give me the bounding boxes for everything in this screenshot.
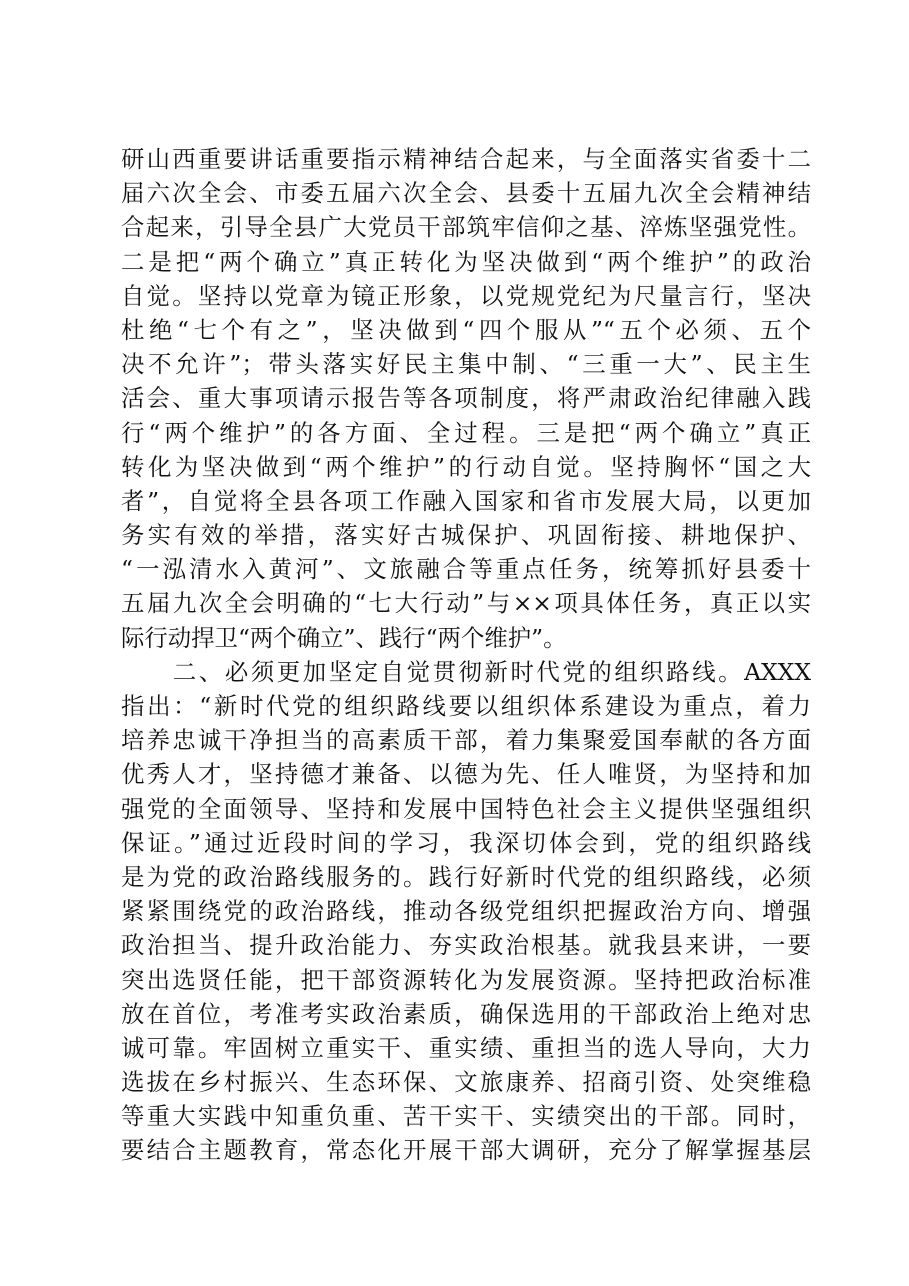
text-line: “一泓清水入黄河”、文旅融合等重点任务，统筹抓好县委十: [121, 555, 811, 584]
text-line: 放在首位，考准考实政治素质，确保选用的干部政治上绝对忠: [121, 999, 811, 1028]
text-line: 杜绝“七个有之”，坚决做到“四个服从”“五个必须、五个: [121, 315, 811, 344]
text-line: 是为党的政治路线服务的。践行好新时代党的组织路线，必须: [121, 862, 811, 891]
section-heading-line: 二、必须更加坚定自觉贯彻新时代党的组织路线。AXXX: [121, 657, 811, 686]
text-line: 保证。”通过近段时间的学习，我深切体会到，党的组织路线: [121, 828, 811, 857]
text-line: 际行动捍卫“两个确立”、践行“两个维护”。: [121, 623, 567, 652]
text-line: 突出选贤任能，把干部资源转化为发展资源。坚持把政治标准: [121, 965, 811, 994]
text-line: 诚可靠。牢固树立重实干、重实绩、重担当的选人导向，大力: [121, 1033, 811, 1062]
text-line: 优秀人才，坚持德才兼备、以德为先、任人唯贤，为坚持和加: [121, 760, 811, 789]
text-line: 强党的全面领导、坚持和发展中国特色社会主义提供坚强组织: [121, 794, 811, 823]
text-line: 者”，自觉将全县各项工作融入国家和省市发展大局，以更加: [121, 486, 811, 515]
body-text: [121, 142, 811, 1168]
text-line: 选拔在乡村振兴、生态环保、文旅康养、招商引资、处突维稳: [121, 1068, 811, 1097]
text-line: 研山西重要讲话重要指示精神结合起来，与全面落实省委十二: [121, 145, 811, 173]
text-line: 决不允许”；带头落实好民主集中制、“三重一大”、民主生: [121, 350, 811, 379]
text-line: 行“两个维护”的各方面、全过程。三是把“两个确立”真正: [121, 418, 811, 447]
text-line: 自觉。坚持以党章为镜正形象，以党规党纪为尺量言行，坚决: [121, 281, 811, 310]
text-line: 紧紧围绕党的政治路线，推动各级党组织把握政治方向、增强: [121, 897, 811, 926]
text-line: 转化为坚决做到“两个维护”的行动自觉。坚持胸怀“国之大: [121, 452, 811, 481]
text-line: 要结合主题教育，常态化开展干部大调研，充分了解掌握基层: [121, 1136, 811, 1165]
text-line: 指出：“新时代党的组织路线要以组织体系建设为重点，着力: [121, 692, 811, 720]
text-line: 届六次全会、市委五届六次全会、县委十五届九次全会精神结: [121, 179, 811, 208]
text-line: 五届九次全会明确的“七大行动”与××项具体任务，真正以实: [121, 589, 811, 618]
text-line: 合起来，引导全县广大党员干部筑牢信仰之基、淬炼坚强党性。: [121, 213, 811, 242]
text-line: 二是把“两个确立”真正转化为坚决做到“两个维护”的政治: [121, 247, 811, 276]
text-line: 等重大实践中知重负重、苦干实干、实绩突出的干部。同时，: [121, 1102, 811, 1131]
text-line: 活会、重大事项请示报告等各项制度，将严肃政治纪律融入践: [121, 384, 811, 413]
text-line: 政治担当、提升政治能力、夯实政治根基。就我县来讲，一要: [121, 931, 811, 960]
text-line: 培养忠诚干净担当的高素质干部，着力集聚爱国奉献的各方面: [121, 726, 811, 755]
text-line: 务实有效的举措，落实好古城保护、巩固衔接、耕地保护、: [121, 521, 811, 550]
